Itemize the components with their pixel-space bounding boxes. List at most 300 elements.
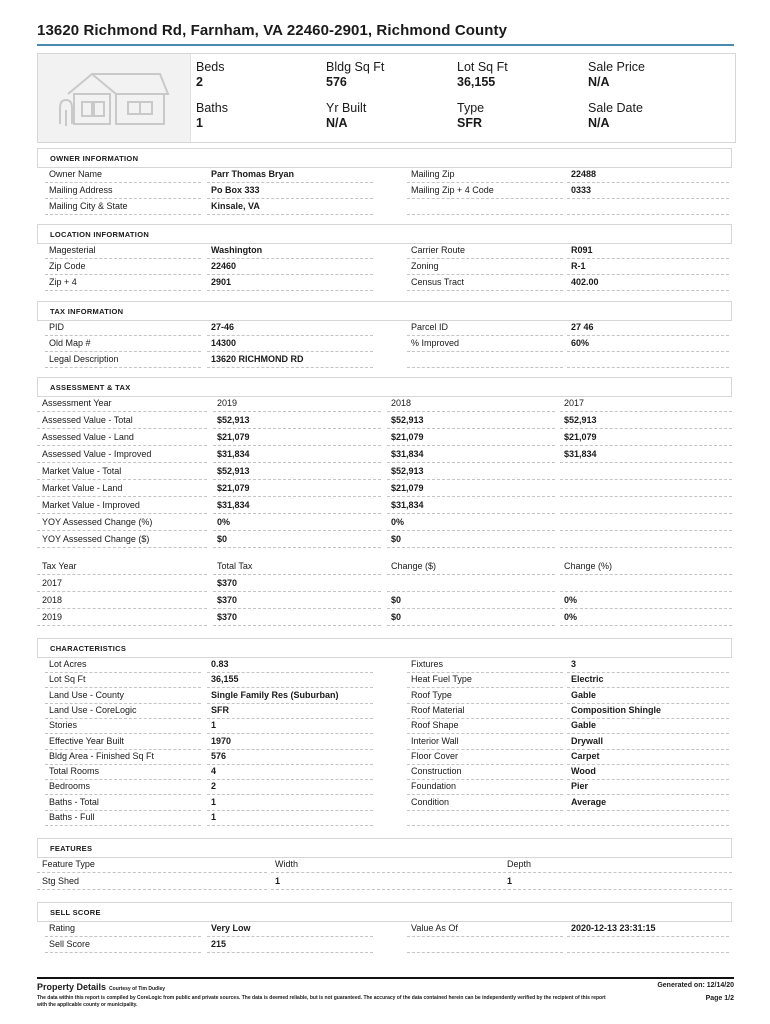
table-cell: Assessed Value - Total — [42, 415, 133, 425]
row-divider — [271, 872, 501, 873]
row-divider — [45, 182, 201, 183]
table-cell: 22460 — [211, 261, 237, 271]
footer-divider — [37, 977, 734, 979]
table-cell: Parcel ID — [411, 322, 449, 332]
row-divider — [387, 445, 555, 446]
row-divider — [560, 428, 732, 429]
table-row — [37, 689, 734, 704]
table-row — [37, 337, 734, 352]
footer-title — [37, 982, 165, 992]
table-cell: 2019 — [42, 612, 63, 622]
table-cell: Effective Year Built — [49, 735, 124, 746]
row-divider — [560, 411, 732, 412]
table-cell: $21,079 — [217, 483, 250, 493]
table-cell: 0% — [391, 517, 405, 527]
table-cell: 27 46 — [571, 322, 594, 332]
row-divider — [567, 290, 729, 291]
table-cell: R-1 — [571, 261, 586, 271]
table-cell: 1970 — [211, 735, 232, 746]
section-header-features: FEATURES — [37, 838, 732, 858]
row-divider — [560, 513, 732, 514]
row-divider — [37, 496, 207, 497]
table-row — [37, 482, 734, 497]
table-cell: Mailing Address — [49, 185, 113, 195]
row-divider — [213, 625, 381, 626]
table-cell: 36,155 — [211, 674, 239, 685]
row-divider — [37, 411, 207, 412]
table-cell: 2 — [211, 781, 217, 792]
row-divider — [213, 513, 381, 514]
row-divider — [560, 591, 732, 592]
table-cell: 3 — [571, 659, 577, 669]
table-cell: $0 — [391, 612, 402, 622]
stat-value: 36,155 — [457, 75, 496, 89]
table-cell: Baths - Total — [49, 796, 99, 807]
stat-label: Bldg Sq Ft — [326, 60, 385, 74]
section-header-assessment: ASSESSMENT & TAX — [37, 377, 732, 397]
row-divider — [45, 825, 201, 826]
table-cell: $21,079 — [391, 483, 424, 493]
table-row — [37, 465, 734, 480]
row-divider — [567, 258, 729, 259]
stat-value: 1 — [196, 116, 203, 130]
stat-label: Baths — [196, 101, 228, 115]
row-divider — [213, 411, 381, 412]
row-divider — [407, 258, 563, 259]
page-title: 13620 Richmond Rd, Farnham, VA 22460-2901, Richmond County — [37, 22, 734, 46]
row-divider — [387, 411, 555, 412]
row-divider — [207, 274, 373, 275]
table-row — [37, 922, 734, 937]
table-cell: Lot Acres — [49, 659, 87, 669]
table-cell: Very Low — [211, 923, 251, 933]
table-cell: 402.00 — [571, 277, 599, 287]
table-cell: 1 — [211, 796, 217, 807]
table-cell: 0% — [217, 517, 231, 527]
row-divider — [560, 479, 732, 480]
table-cell: $52,913 — [217, 415, 250, 425]
table-row — [37, 414, 734, 429]
row-divider — [560, 530, 732, 531]
table-cell: 2017 — [564, 398, 585, 408]
table-row — [37, 875, 734, 890]
table-cell: $31,834 — [217, 449, 250, 459]
table-cell: Bldg Area - Finished Sq Ft — [49, 750, 155, 761]
table-row — [37, 796, 734, 811]
table-row — [37, 594, 734, 609]
row-divider — [37, 479, 207, 480]
row-divider — [45, 952, 201, 953]
section-header-owner: OWNER INFORMATION — [37, 148, 732, 168]
row-divider — [213, 445, 381, 446]
stat-type — [457, 101, 484, 130]
row-divider — [387, 530, 555, 531]
stat-label: Sale Date — [588, 101, 643, 115]
table-cell: Mailing Zip — [411, 169, 455, 179]
table-cell: Carpet — [571, 750, 600, 761]
table-cell: 2018 — [42, 595, 63, 605]
table-cell: Single Family Res (Suburban) — [211, 689, 339, 700]
row-divider — [207, 290, 373, 291]
table-cell: Owner Name — [49, 169, 103, 179]
row-divider — [37, 547, 207, 548]
table-cell: Carrier Route — [411, 245, 466, 255]
table-cell: Change (%) — [564, 561, 613, 571]
table-cell: Old Map # — [49, 338, 91, 348]
row-divider — [45, 258, 201, 259]
stat-value: N/A — [588, 75, 610, 89]
stat-value: SFR — [457, 116, 482, 130]
row-divider — [567, 825, 729, 826]
table-cell: 0.83 — [211, 659, 229, 669]
table-cell: 13620 RICHMOND RD — [211, 354, 304, 364]
table-cell: 2017 — [42, 578, 63, 588]
table-cell: Legal Description — [49, 354, 119, 364]
table-cell: Condition — [411, 796, 450, 807]
row-divider — [407, 198, 563, 199]
table-row — [37, 719, 734, 734]
table-cell: Wood — [571, 766, 596, 777]
stat-baths — [196, 101, 228, 130]
stat-label: Lot Sq Ft — [457, 60, 508, 74]
row-divider — [45, 290, 201, 291]
table-cell: Bedrooms — [49, 781, 91, 792]
table-cell: Stories — [49, 720, 78, 731]
table-cell: 0333 — [571, 185, 592, 195]
table-cell: Baths - Full — [49, 812, 95, 822]
table-cell: 2018 — [391, 398, 412, 408]
table-cell: Assessment Year — [42, 398, 112, 408]
table-row — [37, 431, 734, 446]
table-row — [37, 168, 734, 183]
table-cell: Foundation — [411, 781, 457, 792]
table-row — [37, 244, 734, 259]
table-row — [37, 560, 734, 575]
stat-bldg-sq-ft — [326, 60, 384, 89]
table-row — [37, 780, 734, 795]
table-row — [37, 611, 734, 626]
row-divider — [560, 445, 732, 446]
table-cell: Lot Sq Ft — [49, 674, 86, 685]
row-divider — [407, 182, 563, 183]
table-cell: Floor Cover — [411, 750, 459, 761]
row-divider — [207, 825, 373, 826]
table-cell: SFR — [211, 704, 229, 715]
table-cell: Kinsale, VA — [211, 201, 260, 211]
row-divider — [407, 825, 563, 826]
row-divider — [387, 608, 555, 609]
table-cell: $52,913 — [564, 415, 597, 425]
table-cell: PID — [49, 322, 65, 332]
table-cell: 14300 — [211, 338, 237, 348]
row-divider — [37, 608, 207, 609]
row-divider — [37, 591, 207, 592]
table-cell: Zip + 4 — [49, 277, 77, 287]
row-divider — [37, 530, 207, 531]
house-icon — [56, 64, 172, 130]
row-divider — [407, 952, 563, 953]
table-row — [37, 276, 734, 291]
table-row — [37, 184, 734, 199]
row-divider — [213, 496, 381, 497]
table-cell: Mailing City & State — [49, 201, 128, 211]
row-divider — [37, 513, 207, 514]
table-row — [37, 533, 734, 548]
table-cell: $31,834 — [217, 500, 250, 510]
table-cell: R091 — [571, 245, 593, 255]
row-divider — [37, 462, 207, 463]
row-divider — [45, 274, 201, 275]
row-divider — [503, 872, 732, 873]
row-divider — [207, 367, 373, 368]
row-divider — [37, 428, 207, 429]
table-cell: $0 — [391, 534, 402, 544]
row-divider — [567, 936, 729, 937]
row-divider — [213, 574, 381, 575]
row-divider — [387, 625, 555, 626]
row-divider — [407, 214, 563, 215]
row-divider — [407, 367, 563, 368]
table-cell: $52,913 — [391, 415, 424, 425]
table-cell: $0 — [391, 595, 402, 605]
row-divider — [567, 335, 729, 336]
footer-page-number: Page 1/2 — [705, 995, 734, 1002]
table-cell: 576 — [211, 750, 227, 761]
table-cell: $31,834 — [391, 500, 424, 510]
row-divider — [207, 182, 373, 183]
table-cell: Change ($) — [391, 561, 437, 571]
row-divider — [560, 547, 732, 548]
table-cell: Drywall — [571, 735, 604, 746]
table-row — [37, 577, 734, 592]
row-divider — [37, 574, 207, 575]
table-cell: Assessed Value - Land — [42, 432, 134, 442]
row-divider — [407, 290, 563, 291]
row-divider — [213, 428, 381, 429]
row-divider — [45, 335, 201, 336]
section-header-location: LOCATION INFORMATION — [37, 224, 732, 244]
table-row — [37, 516, 734, 531]
stat-sale-date — [588, 101, 643, 130]
table-cell: Roof Type — [411, 689, 452, 700]
table-cell: 215 — [211, 939, 227, 949]
row-divider — [407, 335, 563, 336]
table-cell: Rating — [49, 923, 76, 933]
row-divider — [207, 351, 373, 352]
table-cell: % Improved — [411, 338, 460, 348]
row-divider — [387, 547, 555, 548]
row-divider — [567, 351, 729, 352]
table-row — [37, 704, 734, 719]
row-divider — [207, 258, 373, 259]
row-divider — [560, 625, 732, 626]
table-cell: Roof Material — [411, 704, 465, 715]
table-cell: Market Value - Total — [42, 466, 122, 476]
stat-value: N/A — [588, 116, 610, 130]
table-cell: $370 — [217, 578, 238, 588]
table-row — [37, 750, 734, 765]
row-divider — [560, 462, 732, 463]
table-cell: Interior Wall — [411, 735, 459, 746]
table-cell: $21,079 — [391, 432, 424, 442]
table-cell: Assessed Value - Improved — [42, 449, 152, 459]
row-divider — [387, 428, 555, 429]
table-row — [37, 499, 734, 514]
table-cell: Stg Shed — [42, 876, 80, 886]
table-cell: Heat Fuel Type — [411, 674, 472, 685]
table-cell: 1 — [275, 876, 281, 886]
table-cell: 1 — [211, 812, 217, 822]
table-row — [37, 200, 734, 215]
row-divider — [387, 513, 555, 514]
footer-title-text: Property Details — [37, 982, 107, 992]
row-divider — [387, 462, 555, 463]
row-divider — [213, 591, 381, 592]
section-header-characteristics: CHARACTERISTICS — [37, 638, 732, 658]
table-cell: $0 — [217, 534, 228, 544]
row-divider — [37, 445, 207, 446]
row-divider — [45, 351, 201, 352]
table-cell: 2019 — [217, 398, 238, 408]
footer-generated: Generated on: 12/14/20 — [657, 982, 734, 989]
table-cell: $21,079 — [217, 432, 250, 442]
row-divider — [45, 367, 201, 368]
row-divider — [560, 496, 732, 497]
table-row — [37, 260, 734, 275]
table-cell: 0% — [564, 595, 578, 605]
table-row — [37, 321, 734, 336]
row-divider — [37, 889, 267, 890]
table-cell: Parr Thomas Bryan — [211, 169, 295, 179]
row-divider — [407, 274, 563, 275]
table-cell: Gable — [571, 689, 597, 700]
table-cell: $370 — [217, 612, 238, 622]
row-divider — [567, 182, 729, 183]
table-cell: Land Use - County — [49, 689, 125, 700]
table-cell: Total Tax — [217, 561, 253, 571]
table-cell: Sell Score — [49, 939, 91, 949]
stat-lot-sq-ft — [457, 60, 508, 89]
stat-year-built — [326, 101, 366, 130]
row-divider — [213, 608, 381, 609]
table-cell: 2020-12-13 23:31:15 — [571, 923, 656, 933]
table-cell: Value As Of — [411, 923, 458, 933]
table-cell: 27-46 — [211, 322, 235, 332]
table-cell: Po Box 333 — [211, 185, 260, 195]
row-divider — [560, 574, 732, 575]
table-cell: Land Use - CoreLogic — [49, 704, 137, 715]
property-summary — [37, 53, 736, 143]
row-divider — [207, 335, 373, 336]
row-divider — [387, 591, 555, 592]
row-divider — [213, 479, 381, 480]
stat-value: 2 — [196, 75, 203, 89]
footer-disclaimer: The data within this report is compiled by CoreLogic from public and private sources. The data is deemed reliable, but is not guaranteed. The accuracy of the data contained herein can be independently verified by the recipient of this report with the applicable county or municipality. — [37, 995, 606, 1008]
stat-label: Type — [457, 101, 485, 115]
table-cell: Feature Type — [42, 859, 95, 869]
stat-value: N/A — [326, 116, 348, 130]
table-cell: Zip Code — [49, 261, 86, 271]
table-row — [37, 938, 734, 953]
row-divider — [387, 496, 555, 497]
table-cell: Fixtures — [411, 659, 444, 669]
row-divider — [407, 351, 563, 352]
stat-sale-price — [588, 60, 645, 89]
table-cell: YOY Assessed Change ($) — [42, 534, 150, 544]
table-cell: Construction — [411, 766, 462, 777]
row-divider — [567, 367, 729, 368]
table-cell: YOY Assessed Change (%) — [42, 517, 153, 527]
table-cell: Electric — [571, 674, 604, 685]
row-divider — [387, 479, 555, 480]
table-cell: Roof Shape — [411, 720, 459, 731]
row-divider — [207, 214, 373, 215]
table-row — [37, 353, 734, 368]
table-cell: $31,834 — [391, 449, 424, 459]
table-cell: Composition Shingle — [571, 704, 661, 715]
table-cell: 4 — [211, 766, 217, 777]
section-header-tax: TAX INFORMATION — [37, 301, 732, 321]
row-divider — [560, 608, 732, 609]
table-cell: $52,913 — [391, 466, 424, 476]
table-cell: Market Value - Improved — [42, 500, 140, 510]
table-cell: 1 — [507, 876, 513, 886]
row-divider — [567, 214, 729, 215]
table-cell: 0% — [564, 612, 578, 622]
table-cell: Market Value - Land — [42, 483, 123, 493]
row-divider — [37, 625, 207, 626]
table-cell: 1 — [211, 720, 217, 731]
house-placeholder-image — [38, 54, 191, 142]
stat-value: 576 — [326, 75, 347, 89]
table-cell: Gable — [571, 720, 597, 731]
row-divider — [213, 462, 381, 463]
table-cell: Tax Year — [42, 561, 77, 571]
table-row — [37, 735, 734, 750]
table-cell: 2901 — [211, 277, 232, 287]
table-row — [37, 765, 734, 780]
table-row — [37, 858, 734, 873]
table-cell: Average — [571, 796, 607, 807]
table-row — [37, 811, 734, 826]
row-divider — [45, 198, 201, 199]
row-divider — [207, 936, 373, 937]
row-divider — [37, 872, 267, 873]
stat-beds — [196, 60, 225, 89]
table-cell: Pier — [571, 781, 589, 792]
row-divider — [503, 889, 732, 890]
table-cell: Zoning — [411, 261, 439, 271]
stat-label: Yr Built — [326, 101, 367, 115]
row-divider — [213, 530, 381, 531]
row-divider — [271, 889, 501, 890]
stat-label: Beds — [196, 60, 225, 74]
row-divider — [387, 574, 555, 575]
row-divider — [207, 198, 373, 199]
row-divider — [567, 274, 729, 275]
table-cell: $370 — [217, 595, 238, 605]
row-divider — [407, 936, 563, 937]
table-row — [37, 673, 734, 688]
table-row — [37, 658, 734, 673]
row-divider — [45, 214, 201, 215]
table-row — [37, 397, 734, 412]
table-cell: Depth — [507, 859, 532, 869]
row-divider — [45, 936, 201, 937]
table-cell: 22488 — [571, 169, 597, 179]
table-cell: $31,834 — [564, 449, 597, 459]
table-cell: Magesterial — [49, 245, 96, 255]
